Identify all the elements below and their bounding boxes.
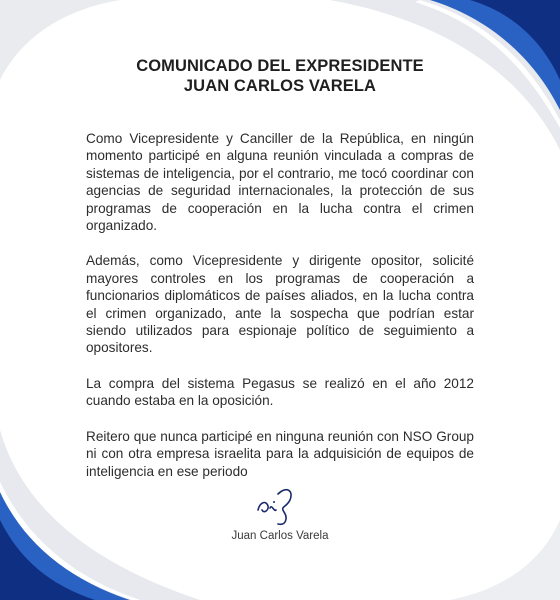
handwritten-signature <box>250 480 310 528</box>
statement-body <box>86 130 474 480</box>
statement-content <box>86 56 474 498</box>
paragraph-4: Reitero que nunca participé en ninguna reunión con NSO Group ni con otra empresa israelita para la adquisición de equipos de inteligencia en ese periodo <box>86 428 474 479</box>
paragraph-3: La compra del sistema Pegasus se realizó en el año 2012 cuando estaba en la oposición. <box>86 375 474 409</box>
title-line-2: JUAN CARLOS VARELA <box>183 77 377 95</box>
signature-block <box>0 480 560 542</box>
paragraph-1: Como Vicepresidente y Canciller de la República, en ningún momento participé en alguna reunión vinculada a compras de sistemas de inteligencia, por el contrario, me tocó coordinar con agencias de seguridad internacionales, la protección de sus programas de cooperación en la lucha contra el crimen organizado. <box>86 131 474 234</box>
signature-name: Juan Carlos Varela <box>231 530 329 542</box>
statement-title <box>86 56 474 96</box>
title-line-1: COMUNICADO DEL EXPRESIDENTE <box>136 57 424 75</box>
paragraph-2: Además, como Vicepresidente y dirigente opositor, solicité mayores controles en los programas de cooperación a funcionarios diplomáticos de países aliados, en la lucha contra el crimen organizado, ante la sospecha que podrían estar siendo utilizados para espionaje político de seguimiento a opositores. <box>86 253 474 356</box>
